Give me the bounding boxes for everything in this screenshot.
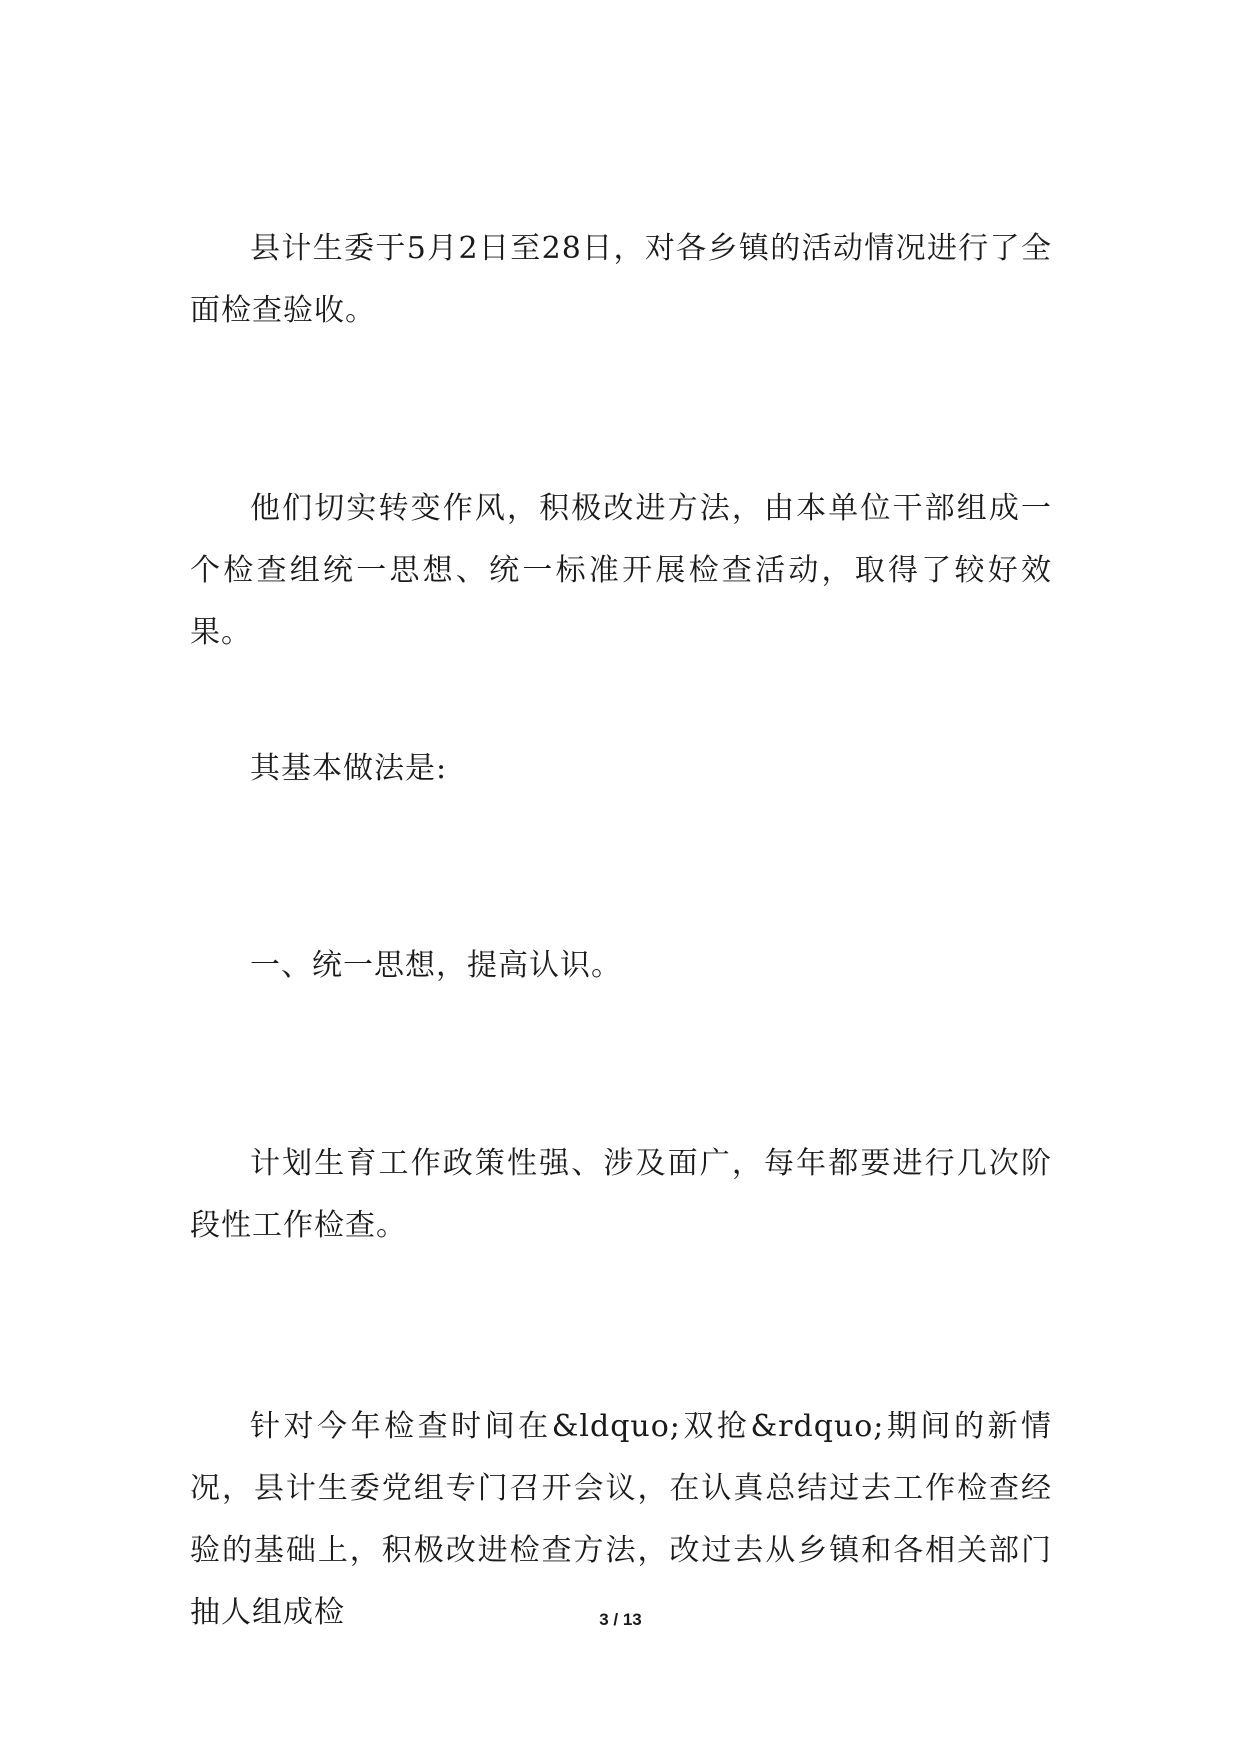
page-number: 3 / 13: [599, 1610, 642, 1629]
paragraph-3: 其基本做法是:: [250, 751, 448, 786]
paragraph-2: 他们切实转变作风，积极改进方法，由本单位干部组成一个检查组统一思想、统一标准开展检查活动，取得了较好效果。: [190, 491, 1052, 650]
paragraph-1: 县计生委于5月2日至28日，对各乡镇的活动情况进行了全面检查验收。: [190, 231, 1052, 328]
paragraph-5: 针对今年检查时间在&ldquo;双抢&rdquo;期间的新情况，县计生委党组专门召开会议，在认真总结过去工作检查经验的基础上，积极改进检查方法，改过去从乡镇和各相关部门抽人组成检: [190, 1409, 1052, 1630]
paragraph-4: 计划生育工作政策性强、涉及面广，每年都要进行几次阶段性工作检查。: [190, 1146, 1052, 1243]
section-heading-1: 一、统一思想，提高认识。: [250, 948, 622, 983]
